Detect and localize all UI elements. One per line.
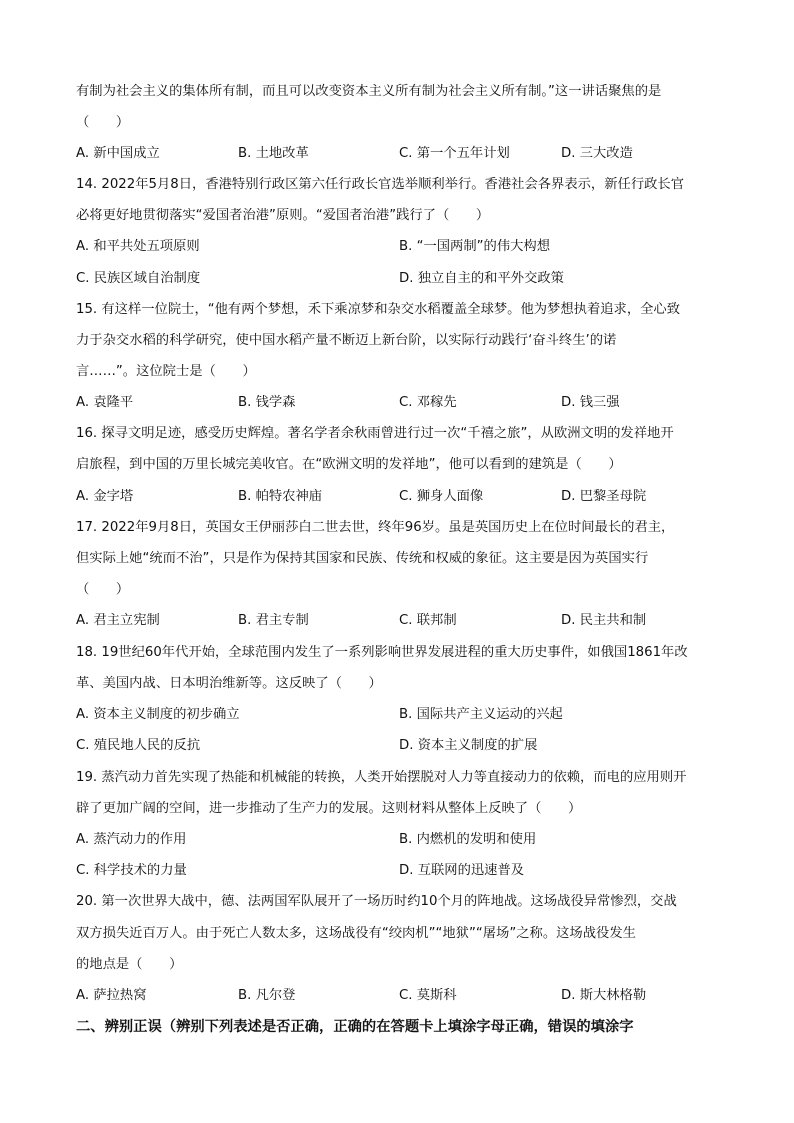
q15-stem-line-3: 言……”。这位院士是（ ）	[76, 364, 256, 379]
q20-option-b[interactable]: B. 凡尔登	[238, 988, 296, 1003]
q17-option-c[interactable]: C. 联邦制	[399, 613, 457, 628]
q13-stem-line-1: 有制为社会主义的集体所有制，而且可以改变资本主义所有制为社会主义所有制。”这一讲话聚焦的是	[76, 84, 662, 99]
q19-option-a[interactable]: A. 蒸汽动力的作用	[76, 832, 187, 847]
q13-option-d[interactable]: D. 三大改造	[561, 146, 633, 161]
q19-option-b[interactable]: B. 内燃机的发明和使用	[399, 832, 537, 847]
q14-options-row-2	[76, 269, 726, 289]
q19-options-row-1	[76, 830, 726, 850]
q16-option-a[interactable]: A. 金字塔	[76, 489, 134, 504]
q15-option-d[interactable]: D. 钱三强	[561, 395, 620, 410]
q20-stem-line-3: 的地点是（ ）	[76, 957, 183, 972]
q20-option-a[interactable]: A. 萨拉热窝	[76, 988, 147, 1003]
q18-option-a[interactable]: A. 资本主义制度的初步确立	[76, 707, 240, 722]
q14-stem-line-2: 必将更好地贯彻落实“爱国者治港”原则。“爱国者治港”践行了（ ）	[76, 208, 490, 223]
q19-stem-line-2: 辟了更加广阔的空间，进一步推动了生产力的发展。这则材料从整体上反映了（ ）	[76, 801, 582, 816]
q16-stem-line-2: 启旅程，到中国的万里长城完美收官。在“欧洲文明的发祥地”，他可以看到的建筑是（ ）	[76, 457, 622, 472]
q16-option-b[interactable]: B. 帕特农神庙	[238, 489, 323, 504]
q18-stem-line-1: 18. 19世纪60年代开始，全球范围内发生了一系列影响世界发展进程的重大历史事件，如俄国1861年改	[76, 645, 688, 660]
q13-option-c[interactable]: C. 第一个五年计划	[399, 146, 510, 161]
q17-stem-line-1: 17. 2022年9月8日，英国女王伊丽莎白二世去世，终年96岁。虽是英国历史上在位时间最长的君主，	[76, 520, 675, 535]
q20-option-c[interactable]: C. 莫斯科	[399, 988, 457, 1003]
q16-stem-line-1: 16. 探寻文明足迹，感受历史辉煌。著名学者余秋雨曾进行过一次“千禧之旅”，从欧洲文明的发祥地开	[76, 426, 674, 441]
q20-stem-line-2: 双方损失近百万人。由于死亡人数太多，这场战役有“绞肉机”“地狱”“屠场”之称。这场战役发生	[76, 926, 636, 941]
q15-option-b[interactable]: B. 钱学森	[238, 395, 296, 410]
q16-options	[76, 487, 726, 507]
q18-option-d[interactable]: D. 资本主义制度的扩展	[399, 738, 538, 753]
q19-option-c[interactable]: C. 科学技术的力量	[76, 863, 187, 878]
q15-option-a[interactable]: A. 袁隆平	[76, 395, 134, 410]
q17-stem-line-3: （ ）	[76, 582, 130, 597]
q18-option-b[interactable]: B. 国际共产主义运动的兴起	[399, 707, 563, 722]
q20-options	[76, 986, 726, 1006]
q18-stem-line-2: 革、美国内战、日本明治维新等。这反映了（ ）	[76, 676, 382, 691]
q18-options-row-1	[76, 705, 726, 725]
q16-option-d[interactable]: D. 巴黎圣母院	[561, 489, 647, 504]
q17-stem-line-2: 但实际上她“统而不治”，只是作为保持其国家和民族、传统和权威的象征。这主要是因为英国实行	[76, 551, 649, 566]
q13-options	[76, 144, 726, 164]
q17-option-b[interactable]: B. 君主专制	[238, 613, 309, 628]
q13-option-a[interactable]: A. 新中国成立	[76, 146, 160, 161]
q15-stem-line-2: 力于杂交水稻的科学研究，使中国水稻产量不断迈上新台阶，以实际行动践行‘奋斗终生’的诺	[76, 333, 617, 348]
q15-option-c[interactable]: C. 邓稼先	[399, 395, 457, 410]
q18-options-row-2	[76, 736, 726, 756]
q14-option-d[interactable]: D. 独立自主的和平外交政策	[399, 271, 564, 286]
q20-stem-line-1: 20. 第一次世界大战中，德、法两国军队展开了一场历时约10个月的阵地战。这场战役异常惨烈，交战	[76, 894, 677, 909]
q15-stem-line-1: 15. 有这样一位院士，“他有两个梦想，禾下乘凉梦和杂交水稻覆盖全球梦。他为梦想执着追求，全心致	[76, 302, 681, 317]
q14-stem-line-1: 14. 2022年5月8日，香港特别行政区第六任行政长官选举顺利举行。香港社会各界表示，新任行政长官	[76, 177, 685, 192]
q19-options-row-2	[76, 861, 726, 881]
q14-option-b[interactable]: B. “一国两制”的伟大构想	[399, 239, 551, 254]
q20-option-d[interactable]: D. 斯大林格勒	[561, 988, 647, 1003]
q18-option-c[interactable]: C. 殖民地人民的反抗	[76, 738, 201, 753]
q17-option-a[interactable]: A. 君主立宪制	[76, 613, 160, 628]
q14-option-c[interactable]: C. 民族区域自治制度	[76, 271, 201, 286]
q13-stem-line-2: （ ）	[76, 115, 130, 130]
q16-option-c[interactable]: C. 狮身人面像	[399, 489, 484, 504]
q17-options	[76, 611, 726, 631]
q14-options-row-1	[76, 237, 726, 257]
section-2-heading: 二、辨别正误（辨别下列表述是否正确，正确的在答题卡上填涂字母正确，错误的填涂字	[76, 1019, 634, 1035]
q19-option-d[interactable]: D. 互联网的迅速普及	[399, 863, 525, 878]
q13-option-b[interactable]: B. 土地改革	[238, 146, 309, 161]
q19-stem-line-1: 19. 蒸汽动力首先实现了热能和机械能的转换，人类开始摆脱对人力等直接动力的依赖，而电的应用则开	[76, 770, 687, 785]
q15-options	[76, 393, 726, 413]
q17-option-d[interactable]: D. 民主共和制	[561, 613, 647, 628]
q14-option-a[interactable]: A. 和平共处五项原则	[76, 239, 200, 254]
